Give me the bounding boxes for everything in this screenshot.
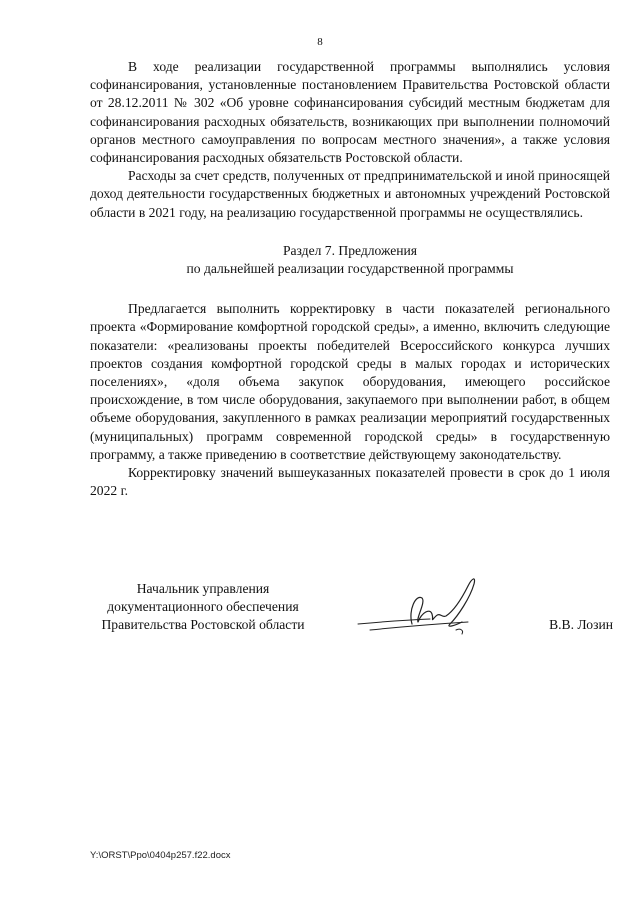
handwritten-signature — [350, 572, 500, 642]
document-body — [90, 58, 610, 500]
paragraph-deadline: Корректировку значений вышеуказанных показателей провести в срок до 1 июля 2022 г. — [90, 465, 610, 499]
section-heading — [90, 242, 610, 278]
signer-name: В.В. Лозин — [549, 617, 613, 632]
file-path: Y:\ORST\Ppo\0404p257.f22.docx — [90, 850, 231, 861]
signer-position-line3: Правительства Ростовской области — [101, 617, 305, 633]
signer-position-line2: документационного обеспечения — [107, 599, 299, 615]
page-number: 8 — [317, 36, 323, 48]
signer-position — [88, 580, 318, 635]
paragraph-proposal: Предлагается выполнить корректировку в части показателей регионального проекта «Формирование комфортной городской среды», а именно, включить следующие показатели: «реализованы проекты победителей Всероссийского конкурса лучших проектов создания комфортной городской среды в малых городах и исторических поселениях», «доля объема закупок оборудования, имеющего российское происхождение, в том числе оборудования, закупаемого при выполнении работ, в общем объеме оборудования, закупленного в рамках реализации мероприятий государственных (муниципальных) программ современной городской среды» в государственную программу, а также приведению в соответствие действующему законодательству. — [90, 301, 610, 462]
section-title-line2: по дальнейшей реализации государственной программы — [186, 261, 514, 277]
paragraph-expenses: Расходы за счет средств, полученных от предпринимательской и иной приносящей доход деятельности государственных бюджетных и автономных учреждений Ростовской области в 2021 году, на реализацию государственной программы не осуществлялись. — [90, 168, 610, 220]
signature-block — [88, 580, 613, 660]
paragraph-cofinancing: В ходе реализации государственной программы выполнялись условия софинансирования, установленные постановлением Правительства Ростовской области от 28.12.2011 № 302 «Об уровне софинансирования субсидий местным бюджетам для софинансирования расходных обязательств, возникающих при выполнении полномочий органов местного самоуправления по вопросам местного значения», а также условия софинансирования расходных обязательств Ростовской области. — [90, 59, 610, 166]
section-title-line1: Раздел 7. Предложения — [282, 242, 418, 258]
signer-position-line1: Начальник управления — [136, 581, 270, 596]
